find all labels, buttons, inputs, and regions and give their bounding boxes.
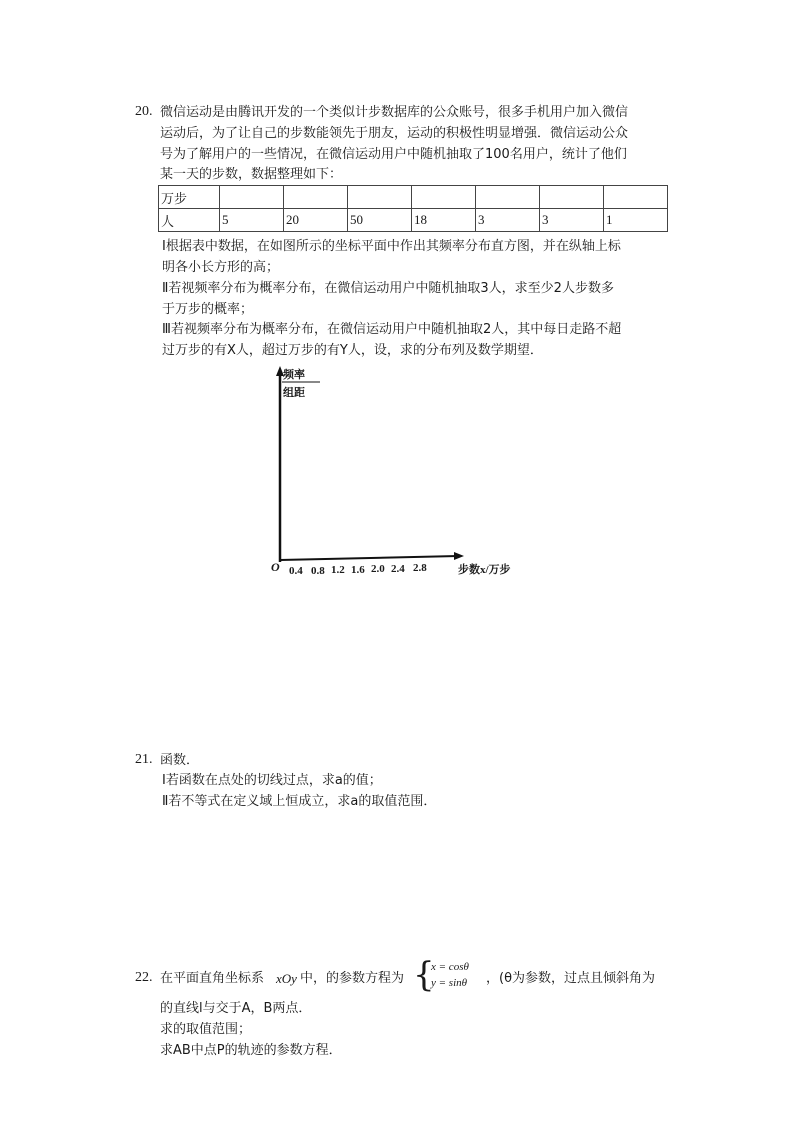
question-number-22: 22. xyxy=(135,970,153,985)
table-cell: 3 xyxy=(540,209,604,232)
parametric-eq-x: x = cosθ xyxy=(431,961,469,973)
q21-part2: Ⅱ若不等式在定义域上恒成立，求a的取值范围． xyxy=(162,794,437,809)
table-cell: 18 xyxy=(412,209,476,232)
q20-part1-line-1: Ⅰ根据表中数据，在如图所示的坐标平面中作出其频率分布直方图，并在纵轴上标 xyxy=(162,239,621,254)
parametric-eq-y: y = sinθ xyxy=(431,977,468,989)
left-brace: { xyxy=(413,955,435,995)
table-row xyxy=(159,186,668,209)
table-cell: 20 xyxy=(284,209,348,232)
q22-line-3: 求的取值范围； xyxy=(160,1022,252,1037)
x-tick-label: 2.8 xyxy=(413,562,427,574)
table-cell: 50 xyxy=(348,209,412,232)
table-cell xyxy=(284,186,348,209)
x-tick-label: 2.0 xyxy=(371,563,385,575)
x-axis-label: 步数x/万步 xyxy=(458,564,511,576)
question-number-21: 21. xyxy=(135,752,153,767)
q20-part3-line-1: Ⅲ若视频率分布为概率分布，在微信运动用户中随机抽取2人，其中每日走路不超 xyxy=(162,322,622,337)
q21-part1: Ⅰ若函数在点处的切线过点，求a的值； xyxy=(162,773,382,788)
x-tick-label: 1.2 xyxy=(331,564,345,576)
q22-line-1-post: ，(θ为参数，过点且倾斜角为 xyxy=(486,971,656,986)
q22-line-2: 的直线l与交于A，B两点． xyxy=(160,1001,312,1016)
y-axis-label-numerator: 频率 xyxy=(283,369,305,381)
table-row xyxy=(159,209,668,232)
question-number-20: 20. xyxy=(135,104,153,119)
table-cell xyxy=(412,186,476,209)
table-cell: 人 xyxy=(159,209,220,232)
q22-line-4: 求AB中点P的轨迹的参数方程． xyxy=(160,1043,342,1058)
table-cell xyxy=(476,186,540,209)
q20-part2-line-2: 于万步的概率； xyxy=(162,302,254,317)
q21-line-1: 函数． xyxy=(160,753,200,768)
q20-part1-line-2: 明各小长方形的高； xyxy=(162,260,280,275)
q22-line-1-pre: 在平面直角坐标系 xyxy=(160,971,265,986)
table-cell: 万步 xyxy=(159,186,220,209)
x-axis xyxy=(280,556,458,560)
x-axis-arrow xyxy=(454,552,464,560)
origin-label: O xyxy=(271,560,280,574)
q20-line-1: 微信运动是由腾讯开发的一个类似计步数据库的公众账号，很多手机用户加入微信 xyxy=(160,105,629,120)
table-cell xyxy=(604,186,668,209)
step-count-table xyxy=(158,185,668,232)
q20-line-2: 运动后，为了让自己的步数能领先于朋友，运动的积极性明显增强．微信运动公众 xyxy=(160,126,629,141)
q22-xoy: xOy xyxy=(276,971,297,986)
table-cell: 5 xyxy=(220,209,284,232)
x-tick-label: 1.6 xyxy=(351,564,365,576)
q20-part2-line-1: Ⅱ若视频率分布为概率分布，在微信运动用户中随机抽取3人，求至少2人步数多 xyxy=(162,281,614,296)
x-tick-label: 0.8 xyxy=(311,565,325,577)
q22-line-1-mid: 中，的参数方程为 xyxy=(300,971,405,986)
table-cell xyxy=(348,186,412,209)
x-tick-label: 2.4 xyxy=(391,563,405,575)
q20-part3-line-2: 过万步的有X人，超过万步的有Y人，设，求的分布列及数学期望． xyxy=(162,343,543,358)
table-cell xyxy=(540,186,604,209)
y-axis-label-denominator: 组距 xyxy=(283,387,305,399)
table-cell xyxy=(220,186,284,209)
x-tick-label: 0.4 xyxy=(289,565,303,577)
table-cell: 1 xyxy=(604,209,668,232)
q20-line-3: 号为了解用户的一些情况，在微信运动用户中随机抽取了100名用户，统计了他们 xyxy=(160,147,627,162)
q20-line-4: 某一天的步数，数据整理如下： xyxy=(160,167,343,182)
table-cell: 3 xyxy=(476,209,540,232)
